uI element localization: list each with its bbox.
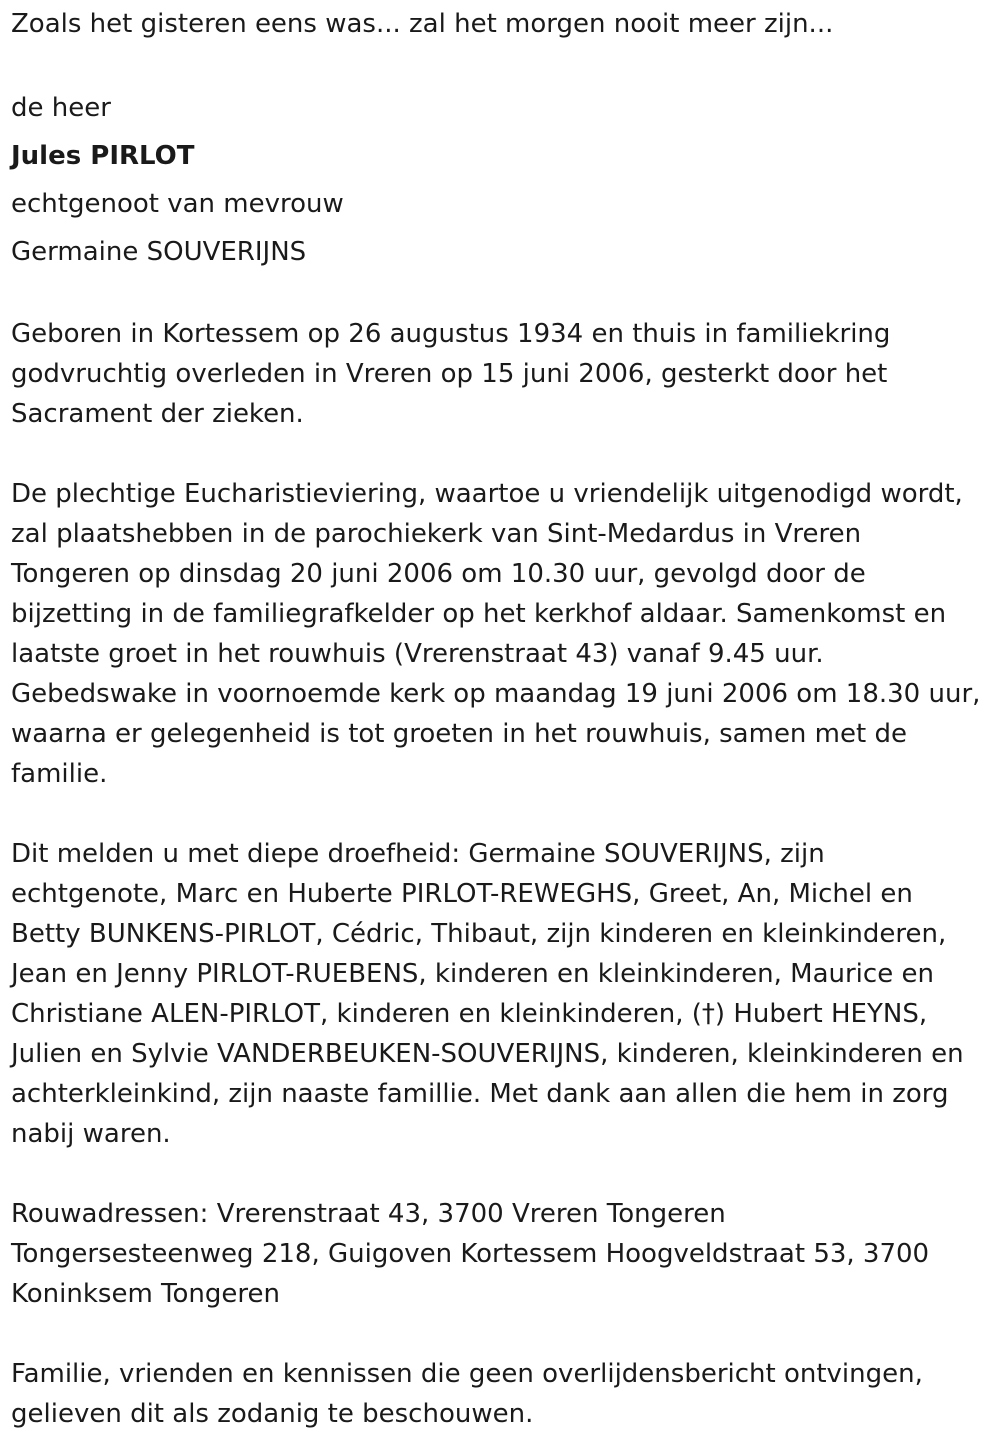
paragraph-line: Sacrament der zieken. — [11, 399, 304, 429]
spacer — [11, 1314, 992, 1354]
paragraph-line: Dit melden u met diepe droefheid: Germaine SOUVERIJNS, zijn — [11, 839, 825, 869]
paragraph-line: nabij waren. — [11, 1119, 171, 1149]
paragraph-line: Rouwadressen: Vrerenstraat 43, 3700 Vreren Tongeren — [11, 1199, 726, 1229]
paragraph-line: Koninksem Tongeren — [11, 1279, 280, 1309]
paragraph-line: Betty BUNKENS-PIRLOT, Cédric, Thibaut, zijn kinderen en kleinkinderen, — [11, 919, 947, 949]
paragraph-line: Gebedswake in voornoemde kerk op maandag 19 juni 2006 om 18.30 uur, — [11, 679, 981, 709]
birth-death-paragraph — [11, 314, 992, 434]
deceased-name: Jules PIRLOT — [11, 141, 195, 171]
paragraph-line: gelieven dit als zodanig te beschouwen. — [11, 1399, 534, 1429]
paragraph-line: echtgenote, Marc en Huberte PIRLOT-REWEGHS, Greet, An, Michel en — [11, 879, 913, 909]
spacer — [11, 1154, 992, 1194]
paragraph-line: Jean en Jenny PIRLOT-RUEBENS, kinderen en kleinkinderen, Maurice en — [11, 959, 934, 989]
paragraph-line: zal plaatshebben in de parochiekerk van Sint-Medardus in Vreren — [11, 519, 862, 549]
family-paragraph — [11, 834, 992, 1154]
spacer — [11, 44, 992, 84]
paragraph-line: Julien en Sylvie VANDERBEUKEN-SOUVERIJNS, kinderen, kleinkinderen en — [11, 1039, 964, 1069]
paragraph-line: De plechtige Eucharistieviering, waartoe u vriendelijk uitgenodigd wordt, — [11, 479, 963, 509]
spouse-intro: echtgenoot van mevrouw — [11, 189, 344, 219]
paragraph-line: Geboren in Kortessem op 26 augustus 1934 en thuis in familiekring — [11, 319, 891, 349]
paragraph-line: waarna er gelegenheid is tot groeten in het rouwhuis, samen met de — [11, 719, 907, 749]
paragraph-line: Tongersesteenweg 218, Guigoven Kortessem Hoogveldstraat 53, 3700 — [11, 1239, 930, 1269]
paragraph-line: godvruchtig overleden in Vreren op 15 juni 2006, gesterkt door het — [11, 359, 888, 389]
paragraph-line: achterkleinkind, zijn naaste famillie. Met dank aan allen die hem in zorg — [11, 1079, 949, 1109]
spacer — [11, 434, 992, 474]
addresses-paragraph — [11, 1194, 992, 1314]
paragraph-line: Familie, vrienden en kennissen die geen overlijdensbericht ontvingen, — [11, 1359, 923, 1389]
spouse-name: Germaine SOUVERIJNS — [11, 237, 307, 267]
ceremony-paragraph — [11, 474, 992, 794]
paragraph-line: familie. — [11, 759, 108, 789]
spacer — [11, 276, 992, 314]
spacer — [11, 794, 992, 834]
salutation: de heer — [11, 93, 111, 123]
deceased-header — [11, 84, 992, 276]
paragraph-line: Tongeren op dinsdag 20 juni 2006 om 10.30 uur, gevolgd door de — [11, 559, 866, 589]
paragraph-line: bijzetting in de familiegrafkelder op het kerkhof aldaar. Samenkomst en — [11, 599, 947, 629]
paragraph-line: laatste groet in het rouwhuis (Vrerenstraat 43) vanaf 9.45 uur. — [11, 639, 824, 669]
opening-quote: Zoals het gisteren eens was... zal het morgen nooit meer zijn... — [11, 9, 834, 39]
closing-paragraph — [11, 1354, 992, 1434]
paragraph-line: Christiane ALEN-PIRLOT, kinderen en kleinkinderen, (†) Hubert HEYNS, — [11, 999, 928, 1029]
